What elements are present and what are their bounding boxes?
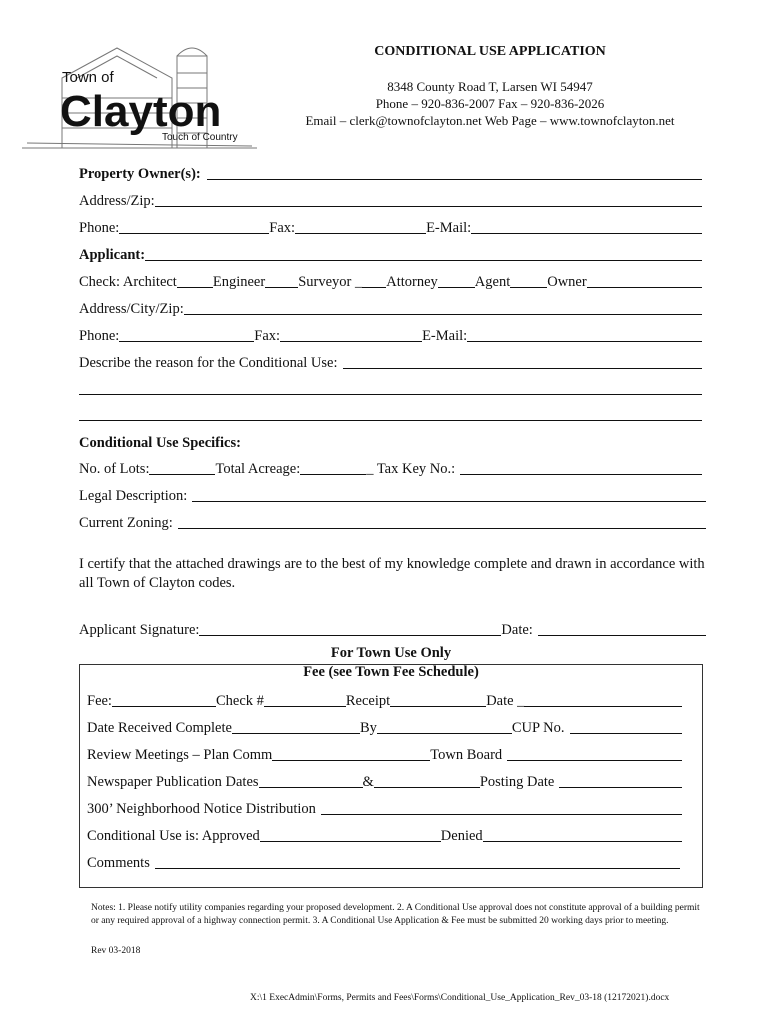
notes-text: Notes: 1. Please notify utility companies regarding your proposed development. 2. A Conditional Use approval does not constitute approval of a building permit or any required approval of a highway connection permit. 3. A Conditional Use Application & Fee must be submitted 20 working days prior to meeting.: [91, 903, 700, 926]
check-architect-label: Check: Architect: [79, 274, 177, 290]
check-surveyor-field[interactable]: [362, 287, 386, 288]
owner-contact-row: [79, 217, 702, 237]
check-owner-field[interactable]: [587, 287, 702, 288]
revision-label: Rev 03-2018: [91, 946, 141, 956]
town-use-title: For Town Use Only: [330, 645, 452, 661]
owner-email-label: E-Mail:: [426, 220, 472, 236]
fee-date-field[interactable]: [524, 706, 682, 707]
acreage-label: Total Acreage:: [215, 461, 301, 477]
town-use-subtitle: Fee (see Town Fee Schedule): [303, 664, 479, 680]
check-agent-label: Agent: [474, 274, 511, 290]
review-row: [87, 744, 682, 764]
posting-field[interactable]: [559, 787, 682, 788]
applicant-email-label: E-Mail:: [422, 328, 468, 344]
reason-row: [79, 352, 702, 372]
approved-field[interactable]: [260, 841, 441, 842]
applicant-email-field[interactable]: [467, 341, 702, 342]
amp-label: &: [362, 774, 374, 790]
applicant-contact-row: [79, 325, 702, 345]
signature-date-label: Date:: [501, 622, 533, 638]
owner-phone-label: Phone:: [79, 220, 120, 236]
applicant-address-field[interactable]: [184, 314, 702, 315]
newspaper-field-2[interactable]: [374, 787, 480, 788]
town-board-field[interactable]: [507, 760, 682, 761]
header-address: 8348 County Road T, Larsen WI 54947: [387, 79, 593, 94]
tax-key-label: _ Tax Key No.:: [366, 461, 456, 477]
newspaper-label: Newspaper Publication Dates: [87, 774, 259, 790]
applicant-field[interactable]: [145, 260, 702, 261]
newspaper-row: [87, 771, 682, 791]
check-agent-field[interactable]: [510, 287, 547, 288]
fee-label: Fee:: [87, 693, 112, 709]
logo-clayton: Clayton: [60, 87, 222, 136]
logo-town-of: Town of: [62, 69, 114, 86]
reason-line-3: [79, 404, 702, 424]
zoning-row: [79, 512, 706, 532]
check-engineer-field[interactable]: [265, 287, 298, 288]
owner-fax-label: Fax:: [269, 220, 296, 236]
check-attorney-label: Attorney: [386, 274, 438, 290]
zoning-field[interactable]: [178, 528, 706, 529]
signature-label: Applicant Signature:: [79, 622, 200, 638]
applicant-label: Applicant:: [79, 247, 146, 263]
fee-row: [87, 690, 682, 710]
signature-date-field[interactable]: [538, 635, 706, 636]
cup-label: CUP No.: [511, 720, 565, 736]
check-owner-label: Owner: [547, 274, 587, 290]
tax-key-field[interactable]: [460, 474, 702, 475]
applicant-phone-field[interactable]: [119, 341, 254, 342]
signature-row: [79, 619, 706, 639]
certify-text: I certify that the attached drawings are to the best of my knowledge complete and drawn in accordance with all Town of Clayton codes.: [79, 556, 705, 591]
neighborhood-field[interactable]: [321, 814, 682, 815]
date-received-label: Date Received Complete: [87, 720, 232, 736]
receipt-field[interactable]: [390, 706, 486, 707]
owner-fax-field[interactable]: [295, 233, 426, 234]
applicant-fax-field[interactable]: [280, 341, 422, 342]
applicant-row: [79, 244, 702, 264]
comments-row: [87, 852, 680, 872]
date-received-field[interactable]: [232, 733, 360, 734]
check-surveyor-label: Surveyor _: [298, 274, 363, 290]
legal-field[interactable]: [192, 501, 706, 502]
review-field[interactable]: [272, 760, 430, 761]
legal-label: Legal Description:: [79, 488, 188, 504]
barn-silo-illustration: [22, 38, 262, 153]
reason-field-2[interactable]: [79, 394, 702, 395]
specifics-heading-row: [79, 432, 702, 452]
lots-row: [79, 458, 702, 478]
town-board-label: Town Board: [430, 747, 503, 763]
logo-tagline: Touch of Country: [162, 132, 238, 143]
reason-label: Describe the reason for the Conditional Use:: [79, 355, 338, 371]
neighborhood-label: 300’ Neighborhood Notice Distribution: [87, 801, 316, 817]
by-field[interactable]: [377, 733, 512, 734]
owner-address-label: Address/Zip:: [79, 193, 155, 209]
cup-field[interactable]: [570, 733, 682, 734]
review-label: Review Meetings – Plan Comm: [87, 747, 273, 763]
owner-address-field[interactable]: [155, 206, 702, 207]
town-logo: [22, 38, 262, 153]
owner-row: [79, 163, 702, 183]
header-email-web: Email – clerk@townofclayton.net Web Page – www.townofclayton.net: [305, 113, 675, 128]
comments-label: Comments: [87, 855, 150, 871]
cond-use-row: [87, 825, 682, 845]
applicant-address-label: Address/City/Zip:: [79, 301, 184, 317]
check-architect-field[interactable]: [177, 287, 213, 288]
reason-line-2: [79, 378, 702, 398]
owner-phone-field[interactable]: [119, 233, 269, 234]
check-number-label: Check #: [215, 693, 264, 709]
specifics-heading: Conditional Use Specifics:: [79, 435, 241, 451]
approved-label: Conditional Use is: Approved: [87, 828, 260, 844]
owner-address-row: [79, 190, 702, 210]
comments-field[interactable]: [155, 868, 680, 869]
by-label: By: [359, 720, 377, 736]
legal-row: [79, 485, 706, 505]
acreage-field[interactable]: [300, 474, 366, 475]
fee-field[interactable]: [112, 706, 216, 707]
denied-label: Denied: [440, 828, 483, 844]
denied-field[interactable]: [483, 841, 682, 842]
check-engineer-label: Engineer: [212, 274, 266, 290]
page-title: CONDITIONAL USE APPLICATION: [374, 44, 606, 59]
applicant-phone-label: Phone:: [79, 328, 120, 344]
receipt-label: Receipt: [345, 693, 391, 709]
owner-label: Property Owner(s):: [79, 166, 201, 182]
footer-file-path: X:\1 ExecAdmin\Forms, Permits and Fees\Forms\Conditional_Use_Application_Rev_03-18 (12172021).docx: [250, 993, 670, 1003]
date-received-row: [87, 717, 682, 737]
fee-date-label: Date _: [486, 693, 525, 709]
applicant-check-row: [79, 271, 702, 291]
owner-email-field[interactable]: [471, 233, 702, 234]
owner-field[interactable]: [207, 179, 702, 180]
neighborhood-row: [87, 798, 682, 818]
posting-label: Posting Date: [479, 774, 555, 790]
reason-field[interactable]: [343, 368, 702, 369]
newspaper-field-1[interactable]: [259, 787, 363, 788]
lots-field[interactable]: [149, 474, 215, 475]
applicant-fax-label: Fax:: [254, 328, 281, 344]
header-phone-fax: Phone – 920-836-2007 Fax – 920-836-2026: [375, 96, 605, 111]
applicant-address-row: [79, 298, 702, 318]
check-number-field[interactable]: [264, 706, 346, 707]
zoning-label: Current Zoning:: [79, 515, 173, 531]
signature-field[interactable]: [199, 635, 501, 636]
reason-field-3[interactable]: [79, 420, 702, 421]
lots-label: No. of Lots:: [79, 461, 150, 477]
check-attorney-field[interactable]: [438, 287, 475, 288]
